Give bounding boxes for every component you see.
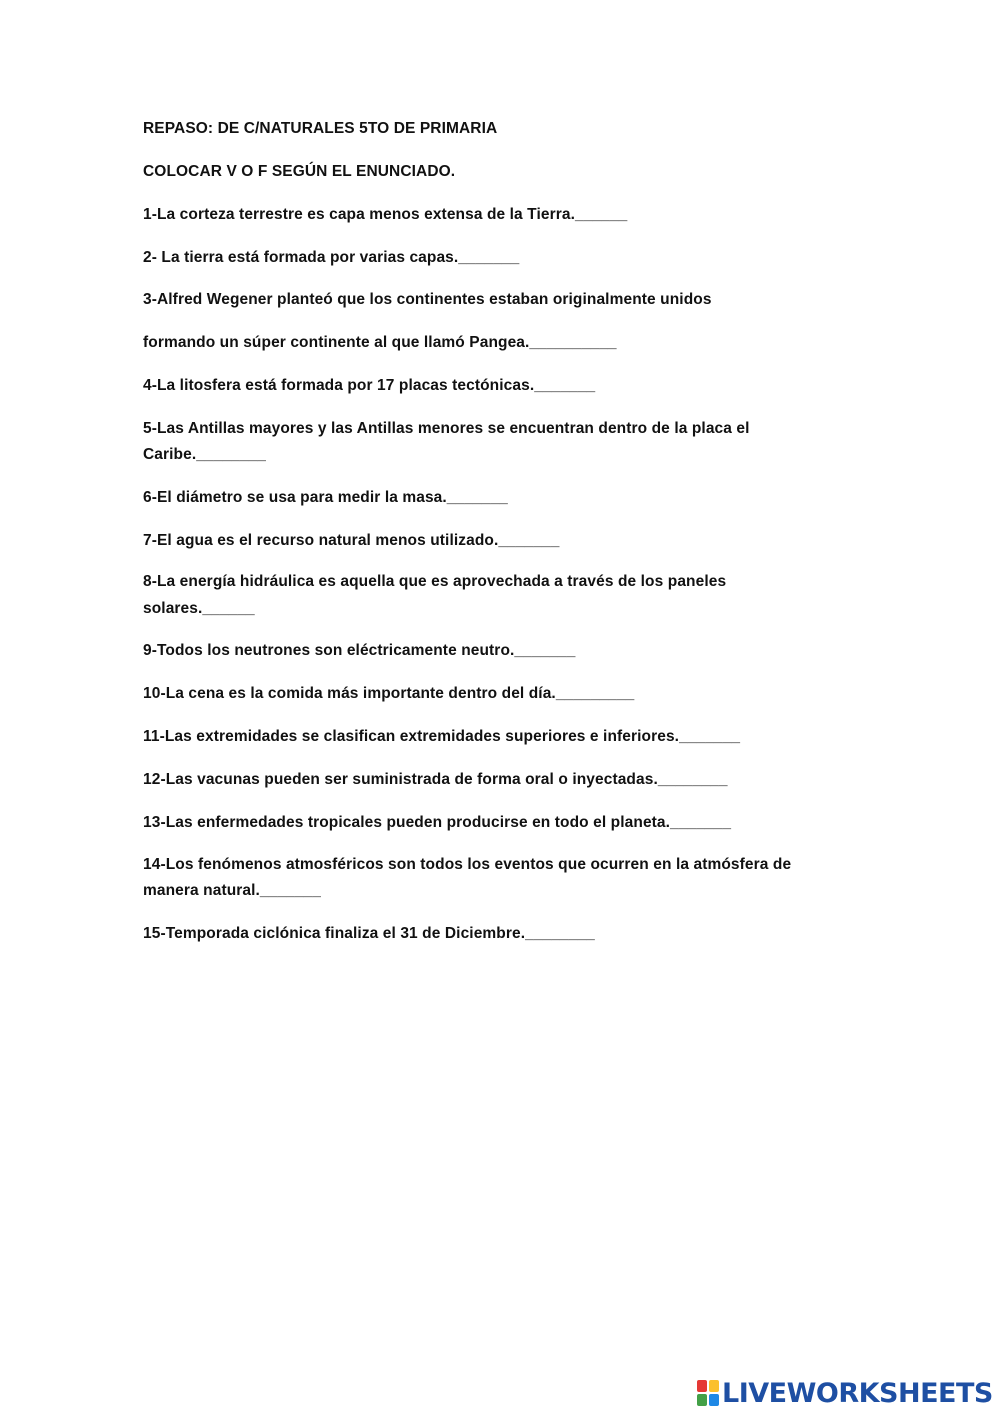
worksheet-instruction: COLOCAR V O F SEGÚN EL ENUNCIADO. xyxy=(143,163,456,180)
liveworksheets-logo xyxy=(697,1378,993,1408)
question-3-line-1: 3-Alfred Wegener planteó que los continentes estaban originalmente unidos xyxy=(143,291,712,308)
question-4: 4-La litosfera está formada por 17 placas tectónicas._______ xyxy=(143,377,596,394)
logo-square-yellow xyxy=(709,1380,719,1392)
liveworksheets-logo-icon xyxy=(697,1380,719,1406)
question-9: 9-Todos los neutrones son eléctricamente neutro._______ xyxy=(143,642,576,659)
question-8-line-2: solares.______ xyxy=(143,600,255,617)
question-15: 15-Temporada ciclónica finaliza el 31 de Diciembre.________ xyxy=(143,925,595,942)
logo-square-blue xyxy=(709,1394,719,1406)
question-1: 1-La corteza terrestre es capa menos extensa de la Tierra.______ xyxy=(143,206,628,223)
question-7: 7-El agua es el recurso natural menos utilizado._______ xyxy=(143,532,560,549)
question-14-line-2: manera natural._______ xyxy=(143,882,321,899)
liveworksheets-logo-text: LIVEWORKSHEETS xyxy=(722,1377,993,1409)
question-10: 10-La cena es la comida más importante dentro del día._________ xyxy=(143,685,635,702)
question-3-line-2: formando un súper continente al que llamó Pangea.__________ xyxy=(143,334,617,351)
question-13: 13-Las enfermedades tropicales pueden producirse en todo el planeta._______ xyxy=(143,814,732,831)
question-14-line-1: 14-Los fenómenos atmosféricos son todos los eventos que ocurren en la atmósfera de xyxy=(143,856,792,873)
logo-square-green xyxy=(697,1394,707,1406)
logo-square-red xyxy=(697,1380,707,1392)
question-5-line-2: Caribe.________ xyxy=(143,446,267,463)
question-5-line-1: 5-Las Antillas mayores y las Antillas menores se encuentran dentro de la placa el xyxy=(143,420,750,437)
question-6: 6-El diámetro se usa para medir la masa._______ xyxy=(143,489,508,506)
worksheet-title: REPASO: DE C/NATURALES 5TO DE PRIMARIA xyxy=(143,120,498,137)
question-12: 12-Las vacunas pueden ser suministrada de forma oral o inyectadas.________ xyxy=(143,771,728,788)
question-2: 2- La tierra está formada por varias capas._______ xyxy=(143,249,520,266)
question-8-line-1: 8-La energía hidráulica es aquella que es aprovechada a través de los paneles xyxy=(143,573,727,590)
question-11: 11-Las extremidades se clasifican extremidades superiores e inferiores._______ xyxy=(143,728,741,745)
